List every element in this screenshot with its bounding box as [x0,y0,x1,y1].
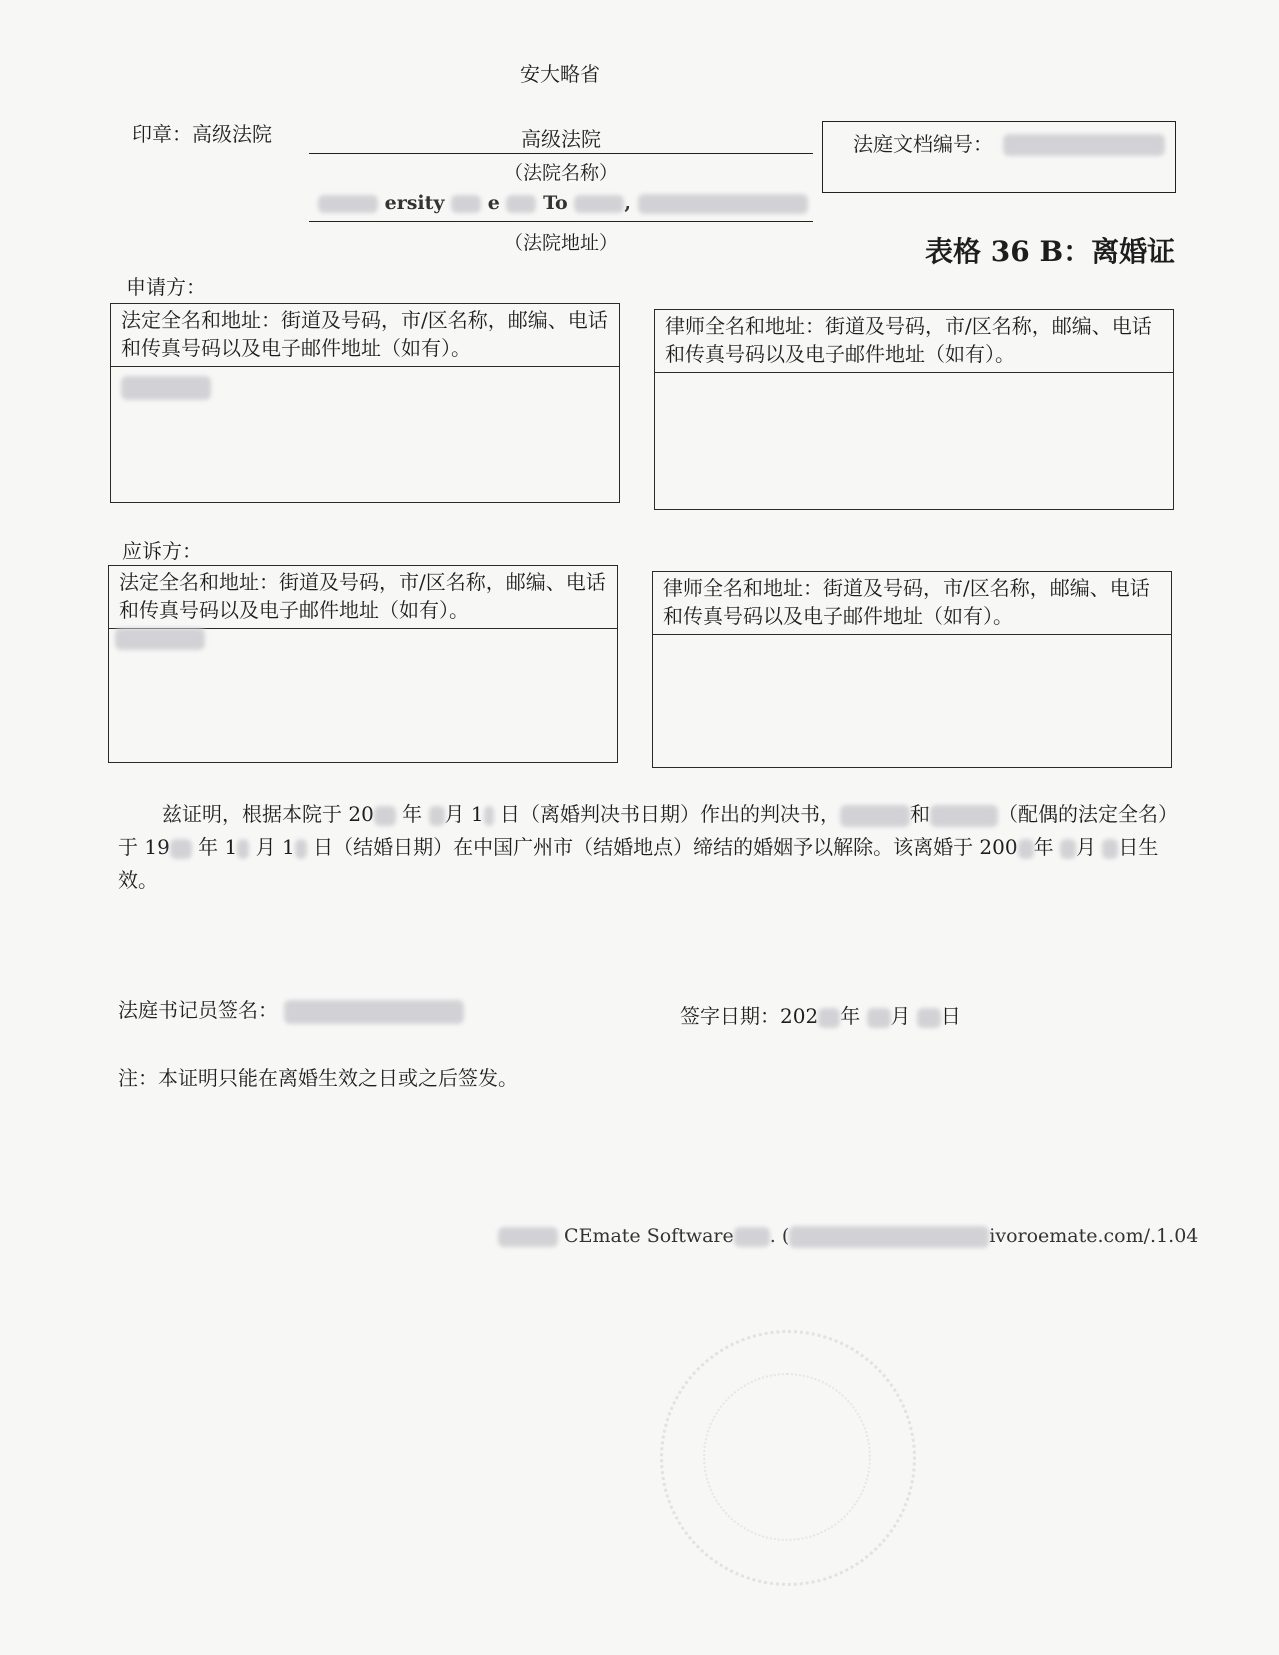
redaction [429,806,445,826]
cert-text: 年 [1033,835,1054,859]
redaction [284,1000,464,1024]
redaction [734,1227,770,1247]
redaction [1102,839,1118,859]
court-name-rule [309,153,813,154]
court-address-fragment: e [487,192,500,214]
applicant-party-box-heading: 法定全名和地址：街道及号码，市/区名称，邮编、电话和传真号码以及电子邮件地址（如有）。 [111,304,619,367]
cert-text: 年 [402,802,423,826]
embossed-seal-inner-ring [703,1373,871,1541]
redaction [638,194,808,214]
redaction [867,1008,891,1028]
redaction [374,806,396,826]
respondent-lawyer-box [652,571,1172,768]
clerk-signature-label [118,994,464,1024]
signature-date-label: 签字日期：202 [680,1004,819,1028]
respondent-lawyer-box-heading: 律师全名和地址：街道及号码，市/区名称，邮编、电话和传真号码以及电子邮件地址（如有）。 [653,572,1171,635]
court-address-rule [309,221,813,222]
cert-text: （配偶的法定全名）于 19 [118,802,1168,859]
court-address-fragment: To [543,192,568,214]
redaction [237,839,249,859]
software-footer: CEmate Software . ( ivoroemate.com/.1.04 [498,1225,1198,1248]
respondent-party-box [108,565,618,763]
applicant-lawyer-box-heading: 律师全名和地址：街道及号码，市/区名称，邮编、电话和传真号码以及电子邮件地址（如有）。 [655,310,1173,373]
redaction [1003,134,1165,156]
redaction [170,839,192,859]
applicant-party-box [110,303,620,503]
redaction [295,839,307,859]
redaction [115,628,205,650]
redaction [484,806,494,826]
cert-text: 日（结婚日期）在中国广州市（结婚地点）缔结的婚姻予以解除。该离婚于 200 [313,835,1018,859]
clerk-signature-label-text: 法庭书记员签名： [118,998,278,1022]
court-name-caption: （法院名称） [503,162,618,184]
embossed-seal [660,1330,916,1586]
redaction [917,1008,941,1028]
signature-day-char: 日 [940,1004,961,1028]
cert-text: 年 1 [198,835,238,859]
court-address: ersity e To , [318,192,808,214]
redaction [506,195,536,213]
redaction [930,805,998,827]
issuance-note: 注：本证明只能在离婚生效之日或之后签发。 [118,1066,518,1090]
cert-text: 月 [1075,835,1096,859]
court-file-number-box [822,121,1176,193]
signature-month-char: 月 [890,1004,911,1028]
signature-year-char: 年 [840,1004,861,1028]
cert-text: 日（离婚判决书日期）作出的判决书， [499,802,840,826]
footer-url-text: ivoroemate.com [989,1225,1144,1247]
seal-label: 印章：高级法院 [132,122,272,146]
redaction [121,376,211,400]
cert-text: 月 1 [255,835,295,859]
cert-text: 日生效。 [118,835,1159,892]
respondent-label: 应诉方： [122,539,202,563]
redaction [574,195,624,213]
redaction [818,1008,840,1028]
certification-paragraph [118,798,1168,897]
footer-software-text: CEmate Software [564,1225,734,1247]
applicant-lawyer-box [654,309,1174,510]
court-address-fragment: ersity [384,192,445,214]
redaction [789,1226,989,1248]
redaction [1060,839,1076,859]
cert-text: 兹证明，根据本院于 20 [162,802,374,826]
redaction [318,195,378,213]
cert-text: 月 1 [444,802,484,826]
province-heading: 安大略省 [520,62,600,86]
form-title: 表格 36 B：离婚证 [925,235,1176,268]
respondent-party-box-heading: 法定全名和地址：街道及号码，市/区名称，邮编、电话和传真号码以及电子邮件地址（如有）。 [109,566,617,629]
redaction [451,195,481,213]
footer-version-text: /.1.04 [1143,1225,1199,1247]
redaction [498,1227,558,1247]
redaction [1018,839,1034,859]
court-address-caption: （法院地址） [503,232,618,254]
applicant-label: 申请方： [126,275,206,299]
cert-text: 和 [909,802,930,826]
court-file-number-label: 法庭文档编号： [853,132,993,156]
signature-date [680,1000,961,1029]
court-name: 高级法院 [521,127,601,151]
redaction [840,805,910,827]
